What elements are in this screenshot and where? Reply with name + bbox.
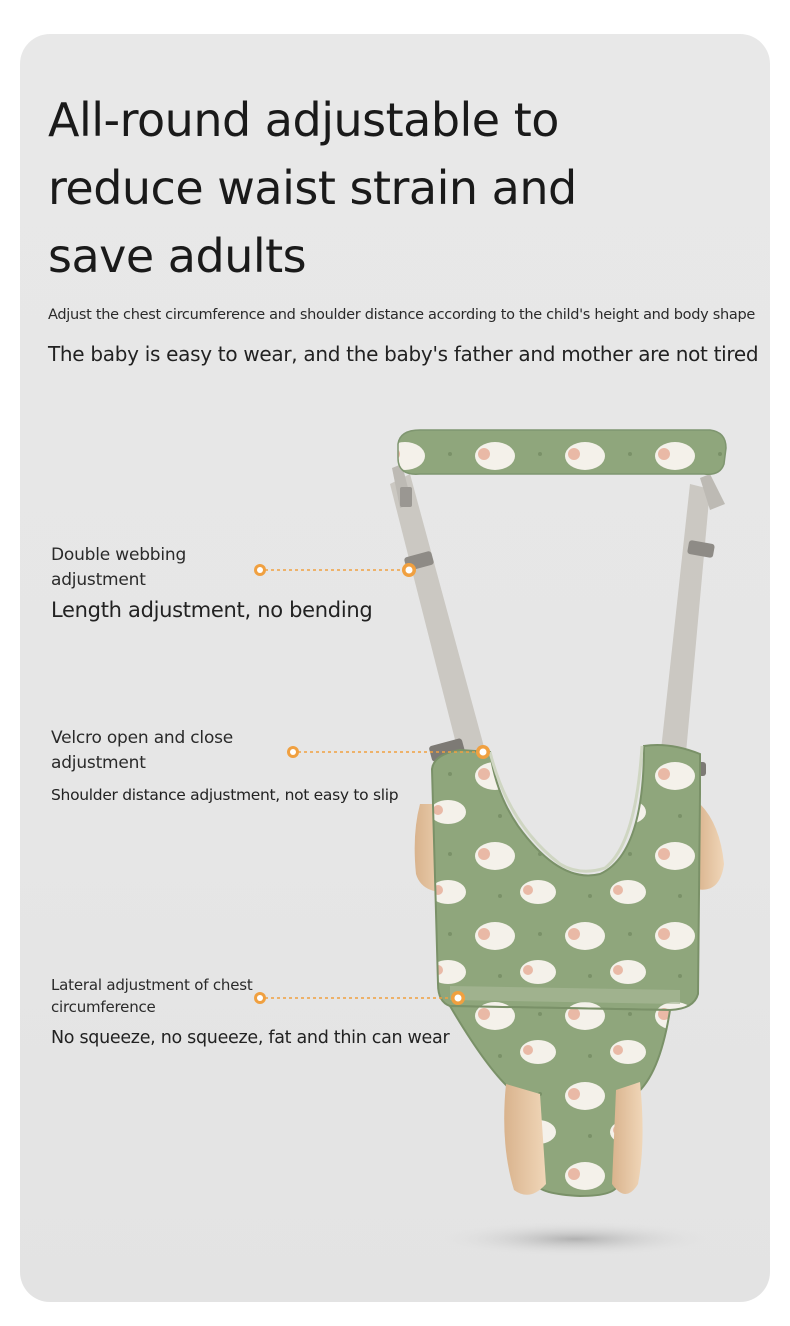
feature-desc-velcro: Shoulder distance adjustment, not easy to slip [51, 786, 399, 804]
headline: All-round adjustable to reduce waist strain and save adults [48, 93, 577, 283]
feature-title-chest: Lateral adjustment of chest circumference [51, 976, 253, 1016]
subtitle-small: Adjust the chest circumference and shoulder distance according to the child's height and body shape [48, 307, 755, 323]
callout-velcro [287, 745, 490, 759]
feature-title-webbing: Double webbing adjustment [51, 545, 187, 590]
callout-chest [254, 991, 465, 1005]
feature-desc-webbing: Length adjustment, no bending [51, 598, 373, 622]
feature-title-velcro: Velcro open and close adjustment [51, 728, 234, 773]
subtitle-large: The baby is easy to wear, and the baby's father and mother are not tired [48, 342, 759, 366]
feature-desc-chest: No squeeze, no squeeze, fat and thin can wear [51, 1028, 450, 1048]
product-card [20, 34, 770, 1302]
callout-lines [20, 34, 770, 1302]
callout-webbing [254, 563, 416, 577]
